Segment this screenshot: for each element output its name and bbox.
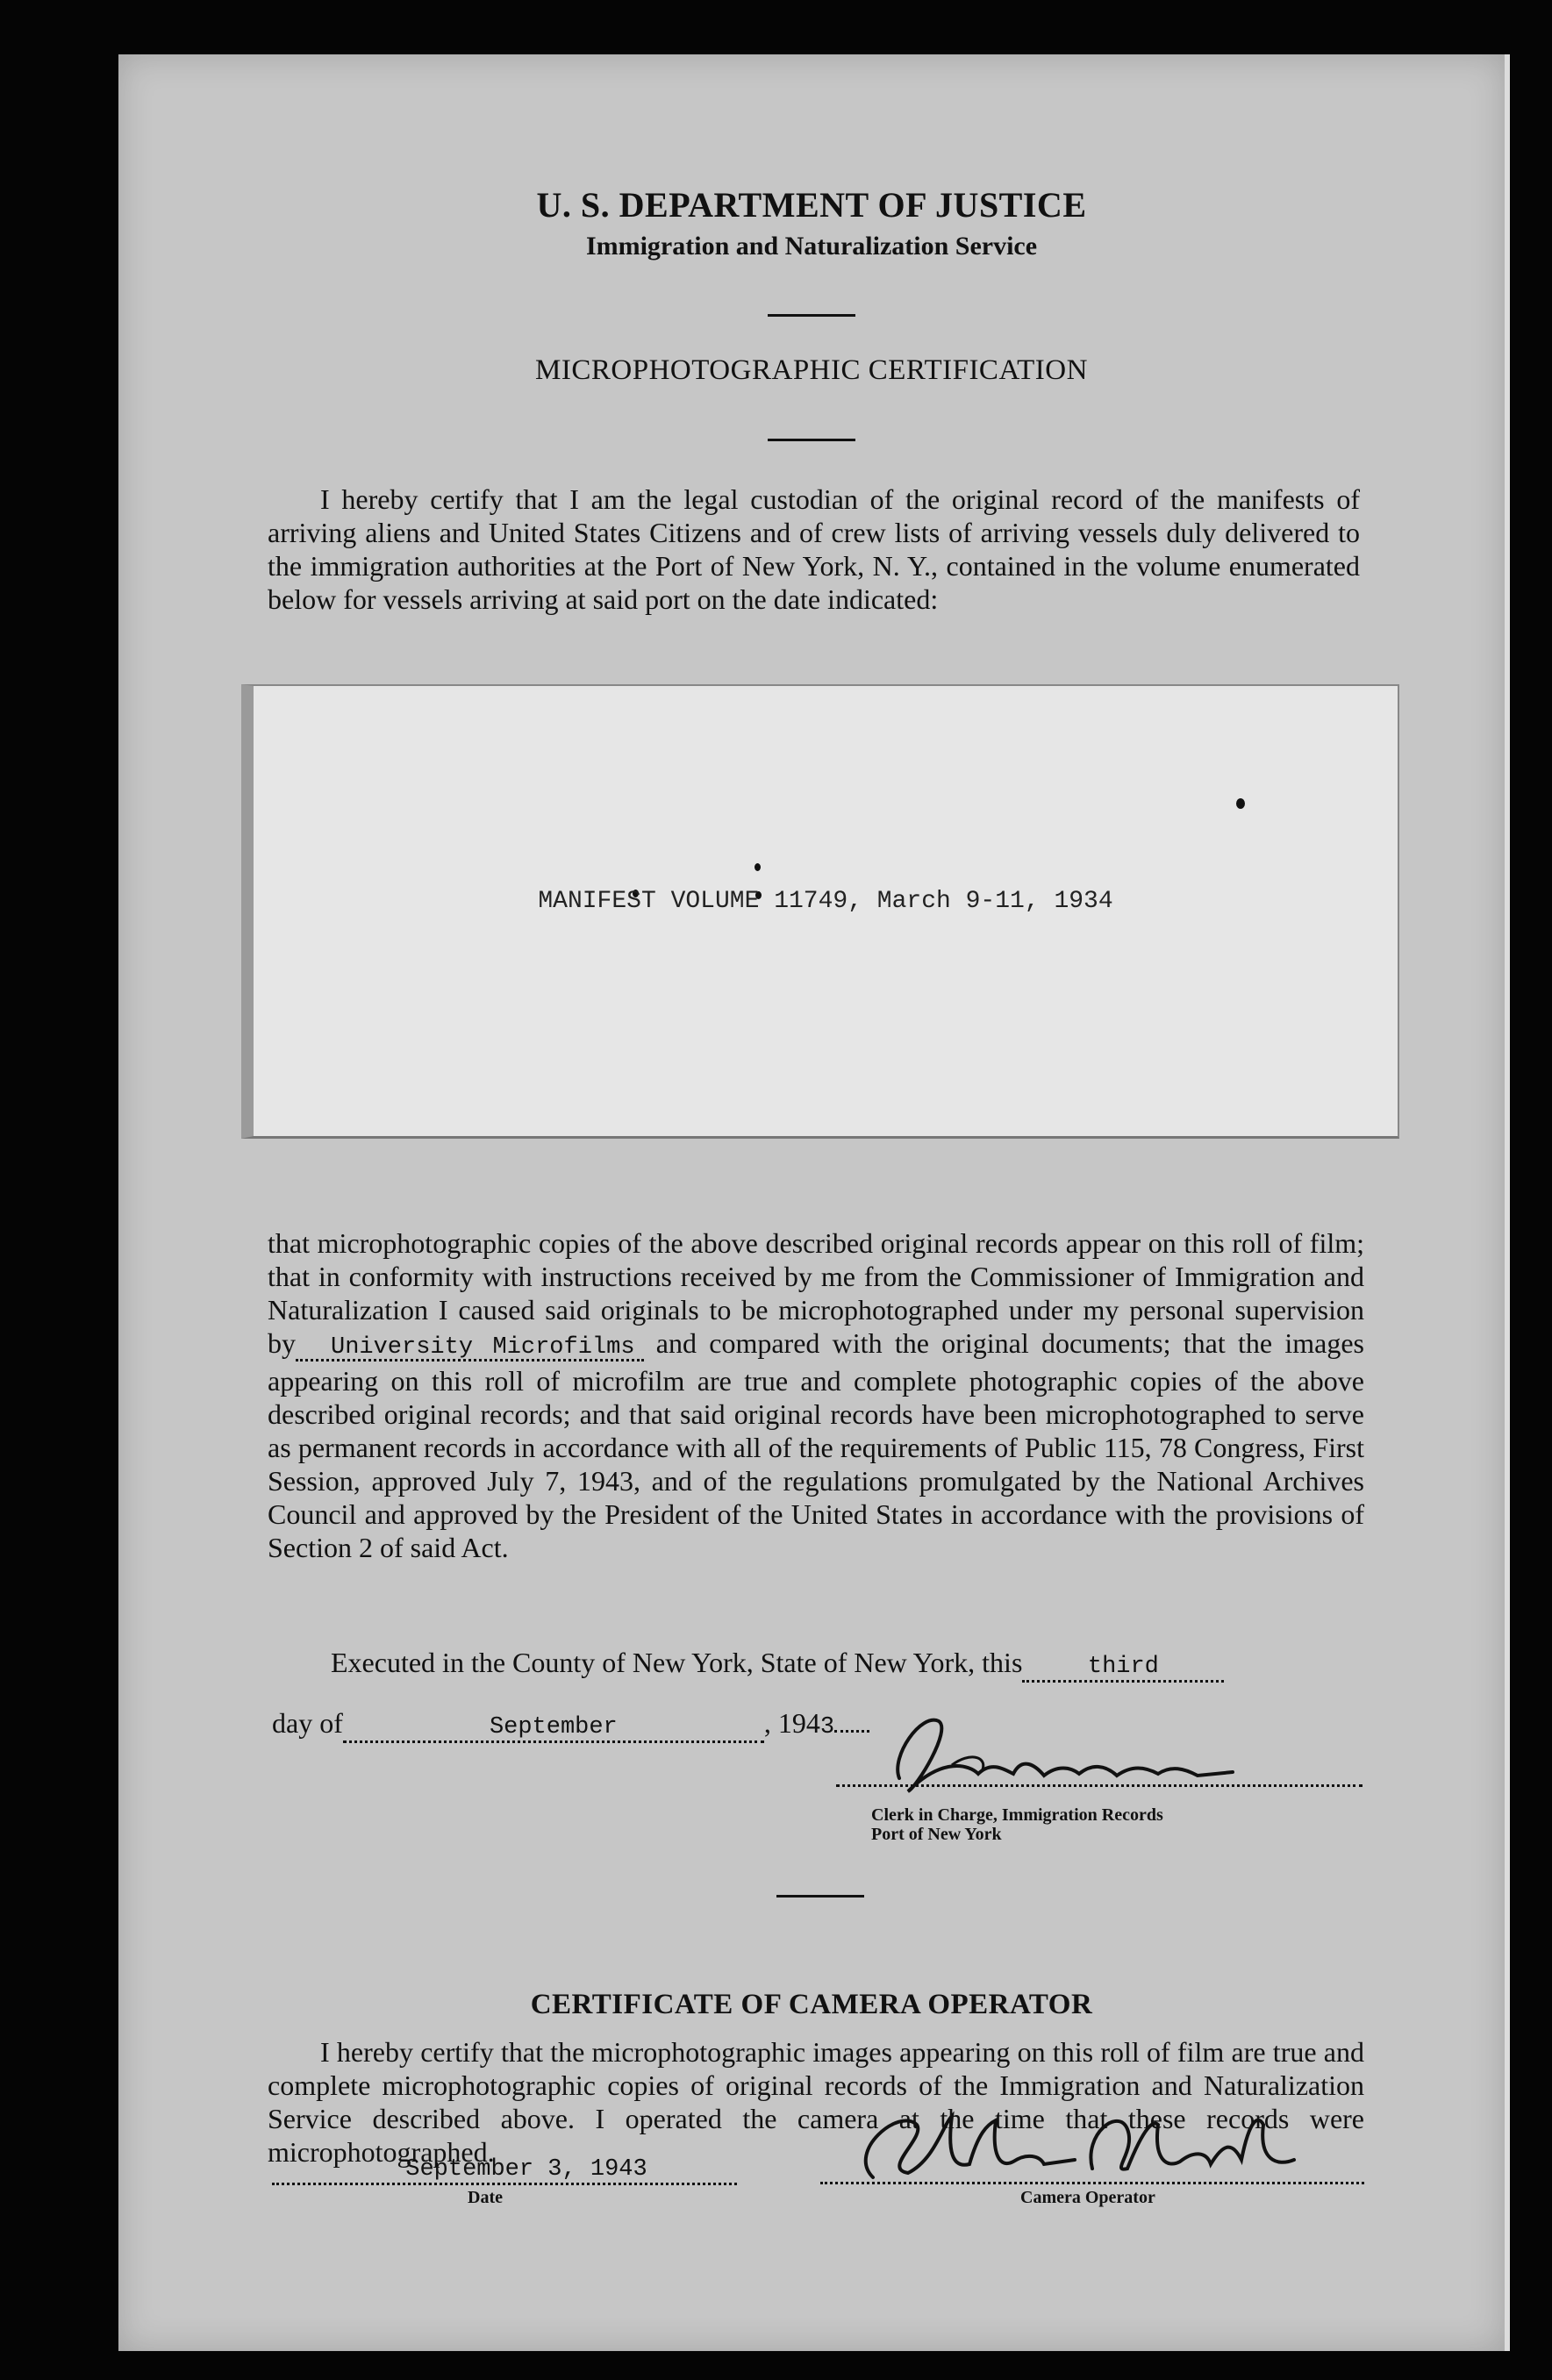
manifest-volume-label: MANIFEST VOLUME 11749, March 9-11, 1934	[538, 888, 1113, 915]
divider	[768, 314, 855, 317]
operator-signature	[820, 2090, 1347, 2195]
executed-day: third	[1087, 1654, 1159, 1680]
photographer-name: University Microfilms	[331, 1334, 635, 1361]
day-of-label: day of	[272, 1707, 343, 1739]
card-mark	[755, 863, 761, 871]
camera-operator-label: Camera Operator	[1020, 2188, 1155, 2207]
camera-date-field	[272, 2149, 737, 2185]
date-line	[272, 1707, 869, 1743]
year-digit: 3	[819, 1714, 835, 1740]
divider	[768, 439, 855, 441]
executed-line	[331, 1647, 1224, 1683]
camera-certificate-title: CERTIFICATE OF CAMERA OPERATOR	[530, 1989, 1093, 2020]
executed-prefix: Executed in the County of New York, State of New York, this	[331, 1647, 1023, 1678]
department-heading: U. S. DEPARTMENT OF JUSTICE	[536, 185, 1087, 225]
clerk-signature	[838, 1704, 1329, 1809]
clerk-title-line-2: Port of New York	[871, 1825, 1002, 1844]
service-heading: Immigration and Naturalization Service	[585, 232, 1038, 261]
month-field	[343, 1707, 764, 1743]
certification-intro: I hereby certify that I am the legal custodian of the original record of the manifests of arriving aliens and United States Citizens and of crew lists of arriving vessels duly delivered to the immigration authorities at the Port of New York, N. Y., contained in the volume enumerated below for vessels arriving at said port on the date indicated:	[268, 483, 1360, 615]
year-prefix: , 194	[763, 1707, 820, 1739]
card-mark	[1236, 798, 1245, 809]
photographer-field	[296, 1327, 644, 1362]
camera-date-value: September 3, 1943	[405, 2156, 647, 2183]
clerk-title-line-1: Clerk in Charge, Immigration Records	[871, 1805, 1163, 1825]
certification-body-end: and compared with the original documents; that the images appearing on this roll of microfilm are true and complete photographic copies of the above described original records; and that said original records have been microphotographed to serve as permanent records in accordance with all of the requirements of Public 115, 78 Congress, First Session, approved July 7, 1943, and of the regulations promulgated by the National Archives Council and approved by the President of the United States in accordance with the provisions of Section 2 of said Act.	[268, 1327, 1365, 1563]
certificate-sheet	[118, 54, 1510, 2351]
divider	[776, 1895, 864, 1898]
month-value: September	[489, 1714, 618, 1740]
certification-body	[268, 1226, 1364, 1564]
certification-body-start: that microphotographic copies of the above described original records appear on this roll of film; that in conformity with instructions received by me from the Commissioner of Immigration and Naturalization I caused said originals to be microphotographed under my personal supervision by	[268, 1227, 1364, 1359]
operator-signature-line	[820, 2182, 1364, 2184]
volume-card	[241, 684, 1399, 1139]
clerk-signature-line	[836, 1784, 1362, 1787]
executed-day-field	[1022, 1647, 1224, 1683]
camera-certificate-text: I hereby certify that the microphotographic images appearing on this roll of film are true and complete microphotographic copies of original records of the Immigration and Naturalization Service described above. I operated the camera at the time that these records were microphotographed.	[268, 2036, 1364, 2168]
camera-date-label: Date	[468, 2188, 503, 2207]
certification-title: MICROPHOTOGRAPHIC CERTIFICATION	[535, 354, 1088, 386]
clerk-title	[871, 1805, 1163, 1844]
